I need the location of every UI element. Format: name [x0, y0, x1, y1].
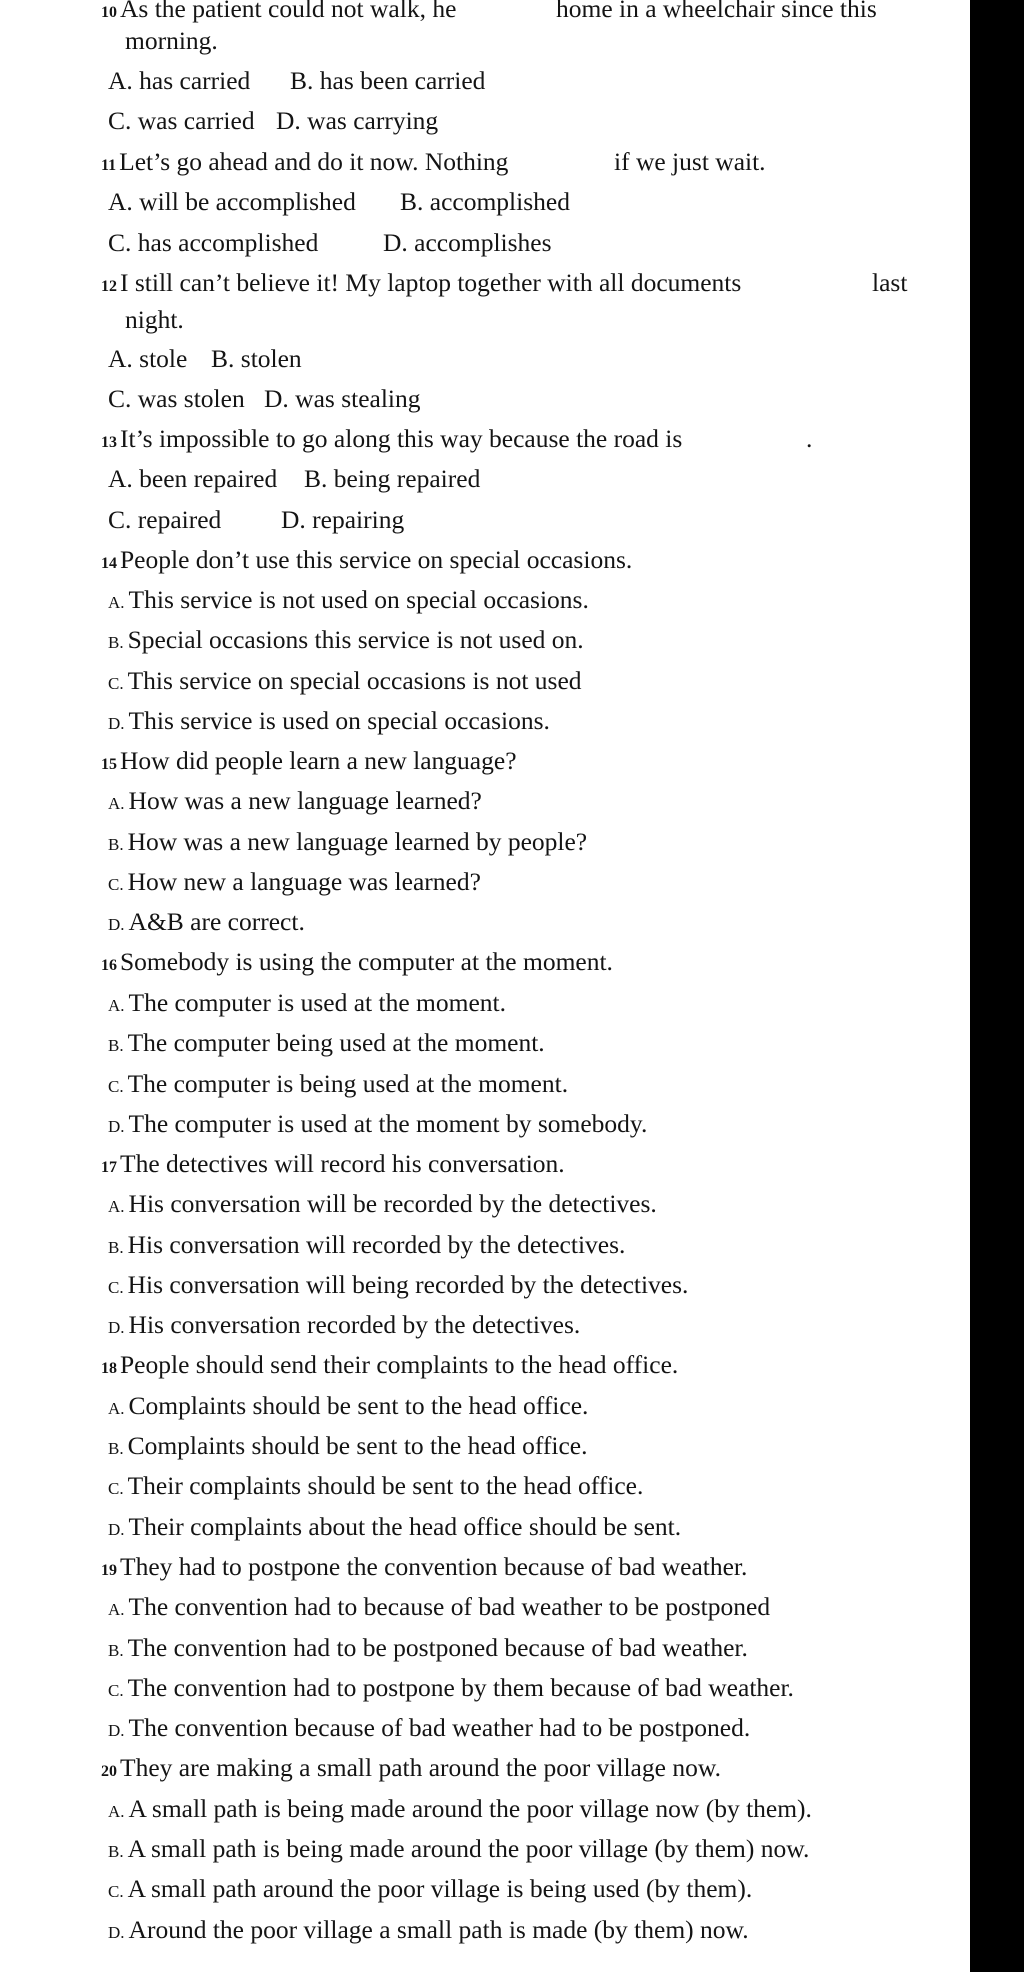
question-12-option-c: C. was stolen — [108, 384, 245, 413]
question-13-option-b: B. being repaired — [304, 464, 481, 493]
question-12-option-d: D. was stealing — [264, 384, 421, 413]
question-16-option-b: B. The computer being used at the moment. — [108, 1028, 545, 1057]
question-13-option-a: A. been repaired — [108, 464, 278, 493]
question-15-option-b: B. How was a new language learned by people? — [108, 827, 588, 856]
question-12-stem: 12 I still can’t believe it! My laptop together with all documents — [101, 268, 742, 297]
question-16-option-d: D. The computer is used at the moment by somebody. — [108, 1109, 648, 1138]
question-16-option-a: A. The computer is used at the moment. — [108, 988, 506, 1017]
question-17-option-d: D. His conversation recorded by the detectives. — [108, 1310, 581, 1339]
question-17-option-c: C. His conversation will being recorded by the detectives. — [108, 1270, 689, 1299]
question-12-stem-cont: night. — [125, 305, 184, 334]
question-19-option-b: B. The convention had to be postponed because of bad weather. — [108, 1633, 748, 1662]
question-10-stem-after-blank: home in a wheelchair since this — [556, 0, 877, 23]
question-11-option-c: C. has accomplished — [108, 228, 319, 257]
question-12-stem-after-blank: last — [872, 268, 908, 297]
question-10-stem-cont: morning. — [125, 26, 218, 55]
question-11-option-d: D. accomplishes — [383, 228, 552, 257]
question-18-option-d: D. Their complaints about the head office should be sent. — [108, 1512, 682, 1541]
question-13-stem: 13 It’s impossible to go along this way because the road is — [101, 424, 683, 453]
question-10-option-b: B. has been carried — [290, 66, 486, 95]
question-11-option-a: A. will be accomplished — [108, 187, 356, 216]
question-14-option-b: B. Special occasions this service is not used on. — [108, 625, 584, 654]
question-11-option-b: B. accomplished — [400, 187, 570, 216]
question-13-stem-after-blank: . — [806, 424, 813, 453]
question-18-option-c: C. Their complaints should be sent to the head office. — [108, 1471, 644, 1500]
question-10-stem: 10 As the patient could not walk, he — [101, 0, 457, 23]
question-16-stem: 16 Somebody is using the computer at the moment. — [101, 947, 613, 976]
question-16-option-c: C. The computer is being used at the moment. — [108, 1069, 569, 1098]
question-18-option-b: B. Complaints should be sent to the head office. — [108, 1431, 588, 1460]
question-19-option-a: A. The convention had to because of bad weather to be postponed — [108, 1592, 771, 1621]
question-10-option-c: C. was carried — [108, 106, 255, 135]
question-20-option-d: D. Around the poor village a small path is made (by them) now. — [108, 1915, 749, 1944]
question-14-option-c: C. This service on special occasions is not used — [108, 666, 582, 695]
question-12-option-b: B. stolen — [211, 344, 302, 373]
question-18-option-a: A. Complaints should be sent to the head office. — [108, 1391, 589, 1420]
question-20-stem: 20 They are making a small path around the poor village now. — [101, 1753, 721, 1782]
question-17-option-a: A. His conversation will be recorded by the detectives. — [108, 1189, 657, 1218]
question-11-stem: 11 Let’s go ahead and do it now. Nothing — [101, 147, 509, 176]
question-19-option-c: C. The convention had to postpone by them because of bad weather. — [108, 1673, 794, 1702]
question-18-stem: 18 People should send their complaints to the head office. — [101, 1350, 679, 1379]
question-14-option-a: A. This service is not used on special occasions. — [108, 585, 589, 614]
question-19-option-d: D. The convention because of bad weather had to be postponed. — [108, 1713, 751, 1742]
question-13-option-d: D. repairing — [281, 505, 405, 534]
question-20-option-c: C. A small path around the poor village is being used (by them). — [108, 1874, 753, 1903]
question-10-option-a: A. has carried — [108, 66, 251, 95]
question-20-option-a: A. A small path is being made around the poor village now (by them). — [108, 1794, 812, 1823]
question-15-option-a: A. How was a new language learned? — [108, 786, 482, 815]
question-15-option-d: D. A&B are correct. — [108, 907, 305, 936]
question-15-stem: 15 How did people learn a new language? — [101, 746, 517, 775]
question-14-option-d: D. This service is used on special occasions. — [108, 706, 550, 735]
question-19-stem: 19 They had to postpone the convention because of bad weather. — [101, 1552, 748, 1581]
question-20-option-b: B. A small path is being made around the poor village (by them) now. — [108, 1834, 810, 1863]
question-17-option-b: B. His conversation will recorded by the detectives. — [108, 1230, 626, 1259]
question-13-option-c: C. repaired — [108, 505, 222, 534]
question-12-option-a: A. stole — [108, 344, 188, 373]
question-15-option-c: C. How new a language was learned? — [108, 867, 481, 896]
question-14-stem: 14 People don’t use this service on special occasions. — [101, 545, 633, 574]
question-10-option-d: D. was carrying — [276, 106, 439, 135]
question-11-stem-after-blank: if we just wait. — [614, 147, 766, 176]
question-17-stem: 17 The detectives will record his conversation. — [101, 1149, 565, 1178]
